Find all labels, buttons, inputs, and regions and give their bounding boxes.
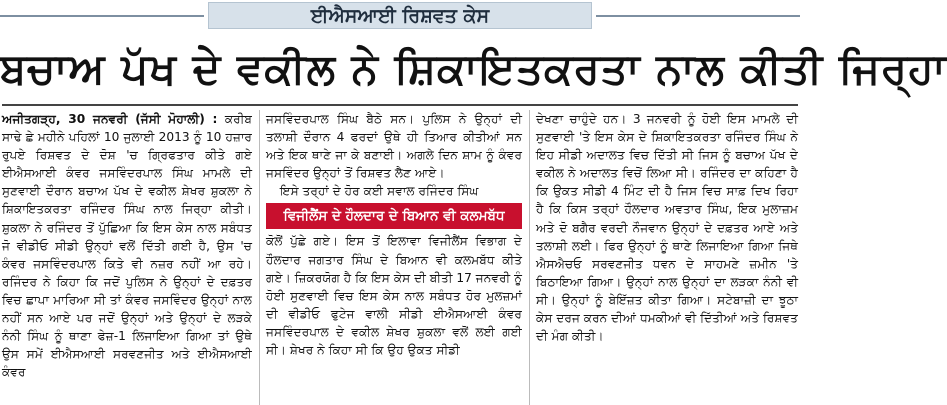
headline: ਬਚਾਅ ਪੱਖ ਦੇ ਵਕੀਲ ਨੇ ਸ਼ਿਕਾਇਤਕਰਤਾ ਨਾਲ ਕੀਤੀ ਜਿਰ੍ਹਾ [0,44,947,93]
column-1 [2,110,252,405]
kicker-bar [0,0,800,33]
column-2-text-c: ਕੋਲੋਂ ਪੁੱਛੇ ਗਏ। ਇਸ ਤੋਂ ਇਲਾਵਾ ਵਿਜੀਲੈਂਸ ਵਿਭਾਗ ਦੇ ਹੌਲਦਾਰ ਜਗਤਾਰ ਸਿੰਘ ਦੇ ਬਿਆਨ ਵੀ ਕਲਮਬੱਧ ਕੀਤੇ ਗਏ। ਜ਼ਿਕਰਯੋਗ ਹੈ ਕਿ ਇਸ ਕੇਸ ਦੀ ਬੀਤੀ 17 ਜਨਵਰੀ ਨੂੰ ਹੋਈ ਸੁਣਵਾਈ ਵਿਚ ਇਸ ਕੇਸ ਨਾਲ ਸਬੰਧਤ ਹੋਰ ਮੁਲਜ਼ਮਾਂ ਦੀ ਵੀਡੀਓ ਫੁਟੇਜ ਵਾਲੀ ਸੀਡੀ ਈਐਸਆਈ ਕੰਵਰ ਜਸਵਿੰਦਰਪਾਲ ਦੇ ਵਕੀਲ ਸ਼ੇਖਰ ਸ਼ੁਕਲਾ ਵਲੋਂ ਲਈ ਗਈ ਸੀ। ਸ਼ੇਖਰ ਨੇ ਕਿਹਾ ਸੀ ਕਿ ਉਹ ਉਕਤ ਸੀਡੀ [266,234,522,358]
column-divider [259,110,260,405]
dateline: ਅਜੀਤਗੜ੍ਹ, 30 ਜਨਵਰੀ (ਜੱਸੀ ਮੋਹਾਲੀ) : [2,112,218,126]
kicker-rule-right [596,15,800,17]
kicker-rule-left [0,15,204,17]
subhead-banner: ਵਿਜੀਲੈਂਸ ਦੇ ਹੌਲਦਾਰ ਦੇ ਬਿਆਨ ਵੀ ਕਲਮਬੱਧ [266,203,522,229]
column-1-text: ਕਰੀਬ ਸਾਢੇ ਛੇ ਮਹੀਨੇ ਪਹਿਲਾਂ 10 ਜੁਲਾਈ 2013 ਨੂੰ 10 ਹਜ਼ਾਰ ਰੁਪਏ ਰਿਸ਼ਵਤ ਦੇ ਦੋਸ਼ 'ਚ ਗ੍ਰਿਫਤਾਰ ਕੀਤੇ ਗਏ ਈਐਸਆਈ ਕੰਵਰ ਜਸਵਿੰਦਰਪਾਲ ਸਿੰਘ ਮਾਮਲੇ ਦੀ ਸੁਣਵਾਈ ਦੌਰਾਨ ਬਚਾਅ ਪੱਖ ਦੇ ਵਕੀਲ ਸ਼ੇਖਰ ਸ਼ੁਕਲਾ ਨੇ ਸ਼ਿਕਾਇਤਕਰਤਾ ਰਜਿੰਦਰ ਸਿੰਘ ਨਾਲ ਜਿਰ੍ਹਾ ਕੀਤੀ। ਸ਼ੁਕਲਾ ਨੇ ਰਜਿੰਦਰ ਤੋਂ ਪੁੱਛਿਆ ਕਿ ਇਸ ਕੇਸ ਨਾਲ ਸਬੰਧਤ ਜੋ ਵੀਡੀਓ ਸੀਡੀ ਉਨ੍ਹਾਂ ਵਲੋਂ ਦਿੱਤੀ ਗਈ ਹੈ, ਉਸ 'ਚ ਕੰਵਰ ਜਸਵਿੰਦਰਪਾਲ ਕਿਤੇ ਵੀ ਨਜ਼ਰ ਨਹੀਂ ਆ ਰਹੇ। ਰਜਿੰਦਰ ਨੇ ਕਿਹਾ ਕਿ ਜਦੋਂ ਪੁਲਿਸ ਨੇ ਉਨ੍ਹਾਂ ਦੇ ਦਫ਼ਤਰ ਵਿਚ ਛਾਪਾ ਮਾਰਿਆ ਸੀ ਤਾਂ ਕੰਵਰ ਜਸਵਿੰਦਰ ਉਨ੍ਹਾਂ ਨਾਲ ਨਹੀਂ ਸਨ ਆਏ ਪਰ ਜਦੋਂ ਉਨ੍ਹਾਂ ਅਤੇ ਉਨ੍ਹਾਂ ਦੇ ਲੜਕੇ ਨੰਨੀ ਸਿੰਘ ਨੂੰ ਥਾਣਾ ਫੇਜ਼-1 ਲਿਜਾਇਆ ਗਿਆ ਤਾਂ ਉਥੇ ਉਸ ਸਮੇਂ ਈਐਸਆਈ ਸਰਵਣਜੀਤ ਅਤੇ ਈਐਸਆਈ ਕੰਵਰ [2,112,252,380]
column-3-text: ਦੇਖਣਾ ਚਾਹੁੰਦੇ ਹਨ। 3 ਜਨਵਰੀ ਨੂੰ ਹੋਈ ਇਸ ਮਾਮਲੇ ਦੀ ਸੁਣਵਾਈ 'ਤੇ ਇਸ ਕੇਸ ਦੇ ਸ਼ਿਕਾਇਤਕਰਤਾ ਰਜਿੰਦਰ ਸਿੰਘ ਨੇ ਇਹ ਸੀਡੀ ਅਦਾਲਤ ਵਿਚ ਦਿੱਤੀ ਸੀ ਜਿਸ ਨੂੰ ਬਚਾਅ ਪੱਖ ਦੇ ਵਕੀਲ ਨੇ ਅਦਾਲਤ ਵਿਚੋਂ ਲਿਆ ਸੀ। ਰਜਿੰਦਰ ਦਾ ਕਹਿਣਾ ਹੈ ਕਿ ਉਕਤ ਸੀਡੀ 4 ਮਿੰਟ ਦੀ ਹੈ ਜਿਸ ਵਿਚ ਸਾਫ਼ ਦਿਖ ਰਿਹਾ ਹੈ ਕਿ ਕਿਸ ਤਰ੍ਹਾਂ ਹੌਲਦਾਰ ਅਵਤਾਰ ਸਿੰਘ, ਇਕ ਮੁਲਾਜ਼ਮ ਅਤੇ ਦੋ ਬਗੈਰ ਵਰਦੀ ਨੌਜਵਾਨ ਉਨ੍ਹਾਂ ਦੇ ਦਫ਼ਤਰ ਆਏ ਅਤੇ ਤਲਾਸ਼ੀ ਲਈ। ਫਿਰ ਉਨ੍ਹਾਂ ਨੂੰ ਥਾਣੇ ਲਿਜਾਇਆ ਗਿਆ ਜਿਥੇ ਐਸਐਚਓ ਸਰਵਣਜੀਤ ਧਵਨ ਦੇ ਸਾਹਮਣੇ ਜ਼ਮੀਨ 'ਤੇ ਬਿਠਾਇਆ ਗਿਆ। ਉਨ੍ਹਾਂ ਨਾਲ ਉਨ੍ਹਾਂ ਦਾ ਲੜਕਾ ਨੰਨੀ ਵੀ ਸੀ। ਉਨ੍ਹਾਂ ਨੂੰ ਬੇਇੱਜ਼ਤ ਕੀਤਾ ਗਿਆ। ਸਟੇਬਾਜ਼ੀ ਦਾ ਝੂਠਾ ਕੇਸ ਦਰਜ ਕਰਨ ਦੀਆਂ ਧਮਕੀਆਂ ਵੀ ਦਿੱਤੀਆਂ ਅਤੇ ਰਿਸ਼ਵਤ ਦੀ ਮੰਗ ਕੀਤੀ। [536,112,798,344]
article-body [0,110,800,405]
column-divider [529,110,530,405]
column-2-text-a: ਜਸਵਿੰਦਰਪਾਲ ਸਿੰਘ ਬੈਠੇ ਸਨ। ਪੁਲਿਸ ਨੇ ਉਨ੍ਹਾਂ ਦੀ ਤਲਾਸ਼ੀ ਦੌਰਾਨ 4 ਫਰਦਾਂ ਉਥੇ ਹੀ ਤਿਆਰ ਕੀਤੀਆਂ ਸਨ ਅਤੇ ਇਕ ਥਾਣੇ ਜਾ ਕੇ ਬਣਾਈ। ਅਗਲੇ ਦਿਨ ਸ਼ਾਮ ਨੂੰ ਕੰਵਰ ਜਸਵਿੰਦਰ ਉਨ੍ਹਾਂ ਤੋਂ ਰਿਸ਼ਵਤ ਲੈਣ ਆਏ। [266,112,522,181]
column-2-text-b: ਇਸੇ ਤਰ੍ਹਾਂ ਦੇ ਹੋਰ ਕਈ ਸਵਾਲ ਰਜਿੰਦਰ ਸਿੰਘ [280,184,479,199]
column-2 [266,110,522,405]
headline-divider [2,104,798,106]
column-3 [536,110,798,405]
kicker-label: ਈਐਸਆਈ ਰਿਸ਼ਵਤ ਕੇਸ [208,2,592,29]
